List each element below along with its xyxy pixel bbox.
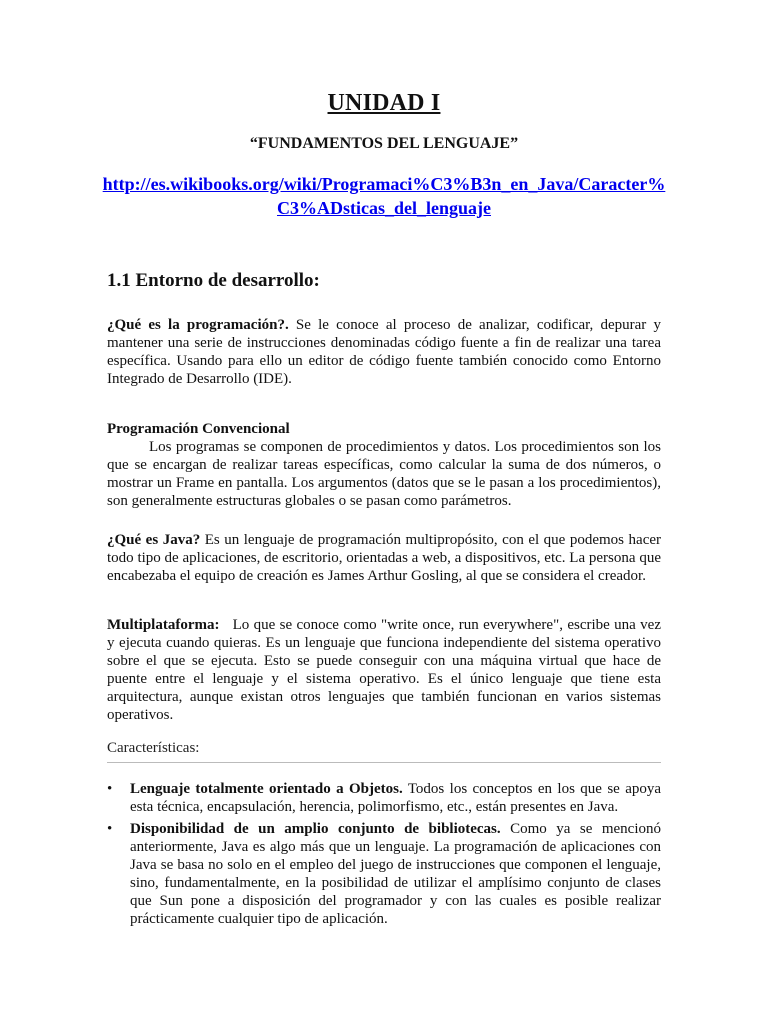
divider-rule [107, 762, 661, 763]
wikibooks-link[interactable] [100, 172, 668, 220]
caracteristicas-label: Características: [107, 740, 200, 756]
document-title: UNIDAD I [327, 90, 441, 116]
paragraph-multiplataforma-text: Lo que se conoce como "write once, run everywhere", escribe una vez y ejecuta cuando quieras. Es un lenguaje que funciona independiente del sistema operativo sobre el que se ejecuta. Esto se puede conseguir con una máquina virtual que hace de puente entre el lenguaje y el sistema operativo. Es el único lenguaje que tiene esta arquitectura, aunque existan otros lenguajes que también funcionan en varios sistemas operativos. [107, 617, 665, 723]
paragraph-que-es-java-lead: ¿Qué es Java? [107, 532, 201, 548]
paragraph-programacion [107, 316, 661, 388]
paragraph-programacion-lead: ¿Qué es la programación?. [107, 317, 289, 333]
paragraph-programacion-convencional [107, 438, 661, 510]
list-item [107, 820, 661, 928]
paragraph-programacion-convencional-text: Los programas se componen de procedimientos y datos. Los procedimientos son los que se encargan de realizar tareas específicas, como calcular la suma de dos números, o mostrar un Frame en pantalla. Los argumentos (datos que se le pasan a los procedimientos), son generalmente estructuras globales o se pasan como parámetros. [107, 439, 661, 509]
bullet-icon: • [107, 821, 113, 837]
paragraph-que-es-java-text: Es un lenguaje de programación multipropósito, con el que podemos hacer todo tipo de aplicaciones, de escritorio, orientadas a web, a dispositivos, etc. La persona que encabezaba el equipo de creación es James Arthur Gosling, al que se considera el creador. [107, 532, 661, 584]
section-heading: 1.1 Entorno de desarrollo: [107, 270, 320, 291]
heading-programacion-convencional: Programación Convencional [107, 421, 290, 437]
paragraph-programacion-text: Se le conoce al proceso de analizar, codificar, depurar y mantener una serie de instrucciones denominadas código fuente a fin de realizar una tarea específica. Usando para ello un editor de código fuente también conocido como Entorno Integrado de Desarrollo (IDE). [107, 317, 661, 387]
paragraph-que-es-java [107, 531, 661, 585]
paragraph-multiplataforma-lead: Multiplataforma: [107, 617, 220, 633]
list-item-lead: Lenguaje totalmente orientado a Objetos. [130, 781, 403, 797]
list-item-text: Todos los conceptos en los que se apoya esta técnica, encapsulación, herencia, polimorfismo, etc., están presentes en Java. [130, 781, 662, 815]
document-subtitle: “FUNDAMENTOS DEL LENGUAJE” [249, 135, 519, 152]
wikibooks-link-line-1[interactable]: http://es.wikibooks.org/wiki/Programaci%C3%B3n_en_Java/Caracter% [102, 174, 666, 194]
list-item [107, 780, 661, 816]
bullet-icon: • [107, 781, 113, 797]
wikibooks-link-line-2[interactable]: C3%ADsticas_del_lenguaje [277, 198, 491, 218]
caracteristicas-list [107, 780, 661, 932]
list-item-text: Como ya se mencionó anteriormente, Java es algo más que un lenguaje. La programación de aplicaciones con Java se basa no solo en el empleo del juego de instrucciones que componen el lenguaje, sino, fundamentalmente, en la posibilidad de utilizar el amplísimo conjunto de clases que Sun pone a disposición del programador y con las cuales es posible realizar prácticamente cualquier tipo de aplicación. [130, 821, 661, 927]
paragraph-multiplataforma [107, 616, 665, 724]
list-item-lead: Disponibilidad de un amplio conjunto de bibliotecas. [130, 821, 501, 837]
